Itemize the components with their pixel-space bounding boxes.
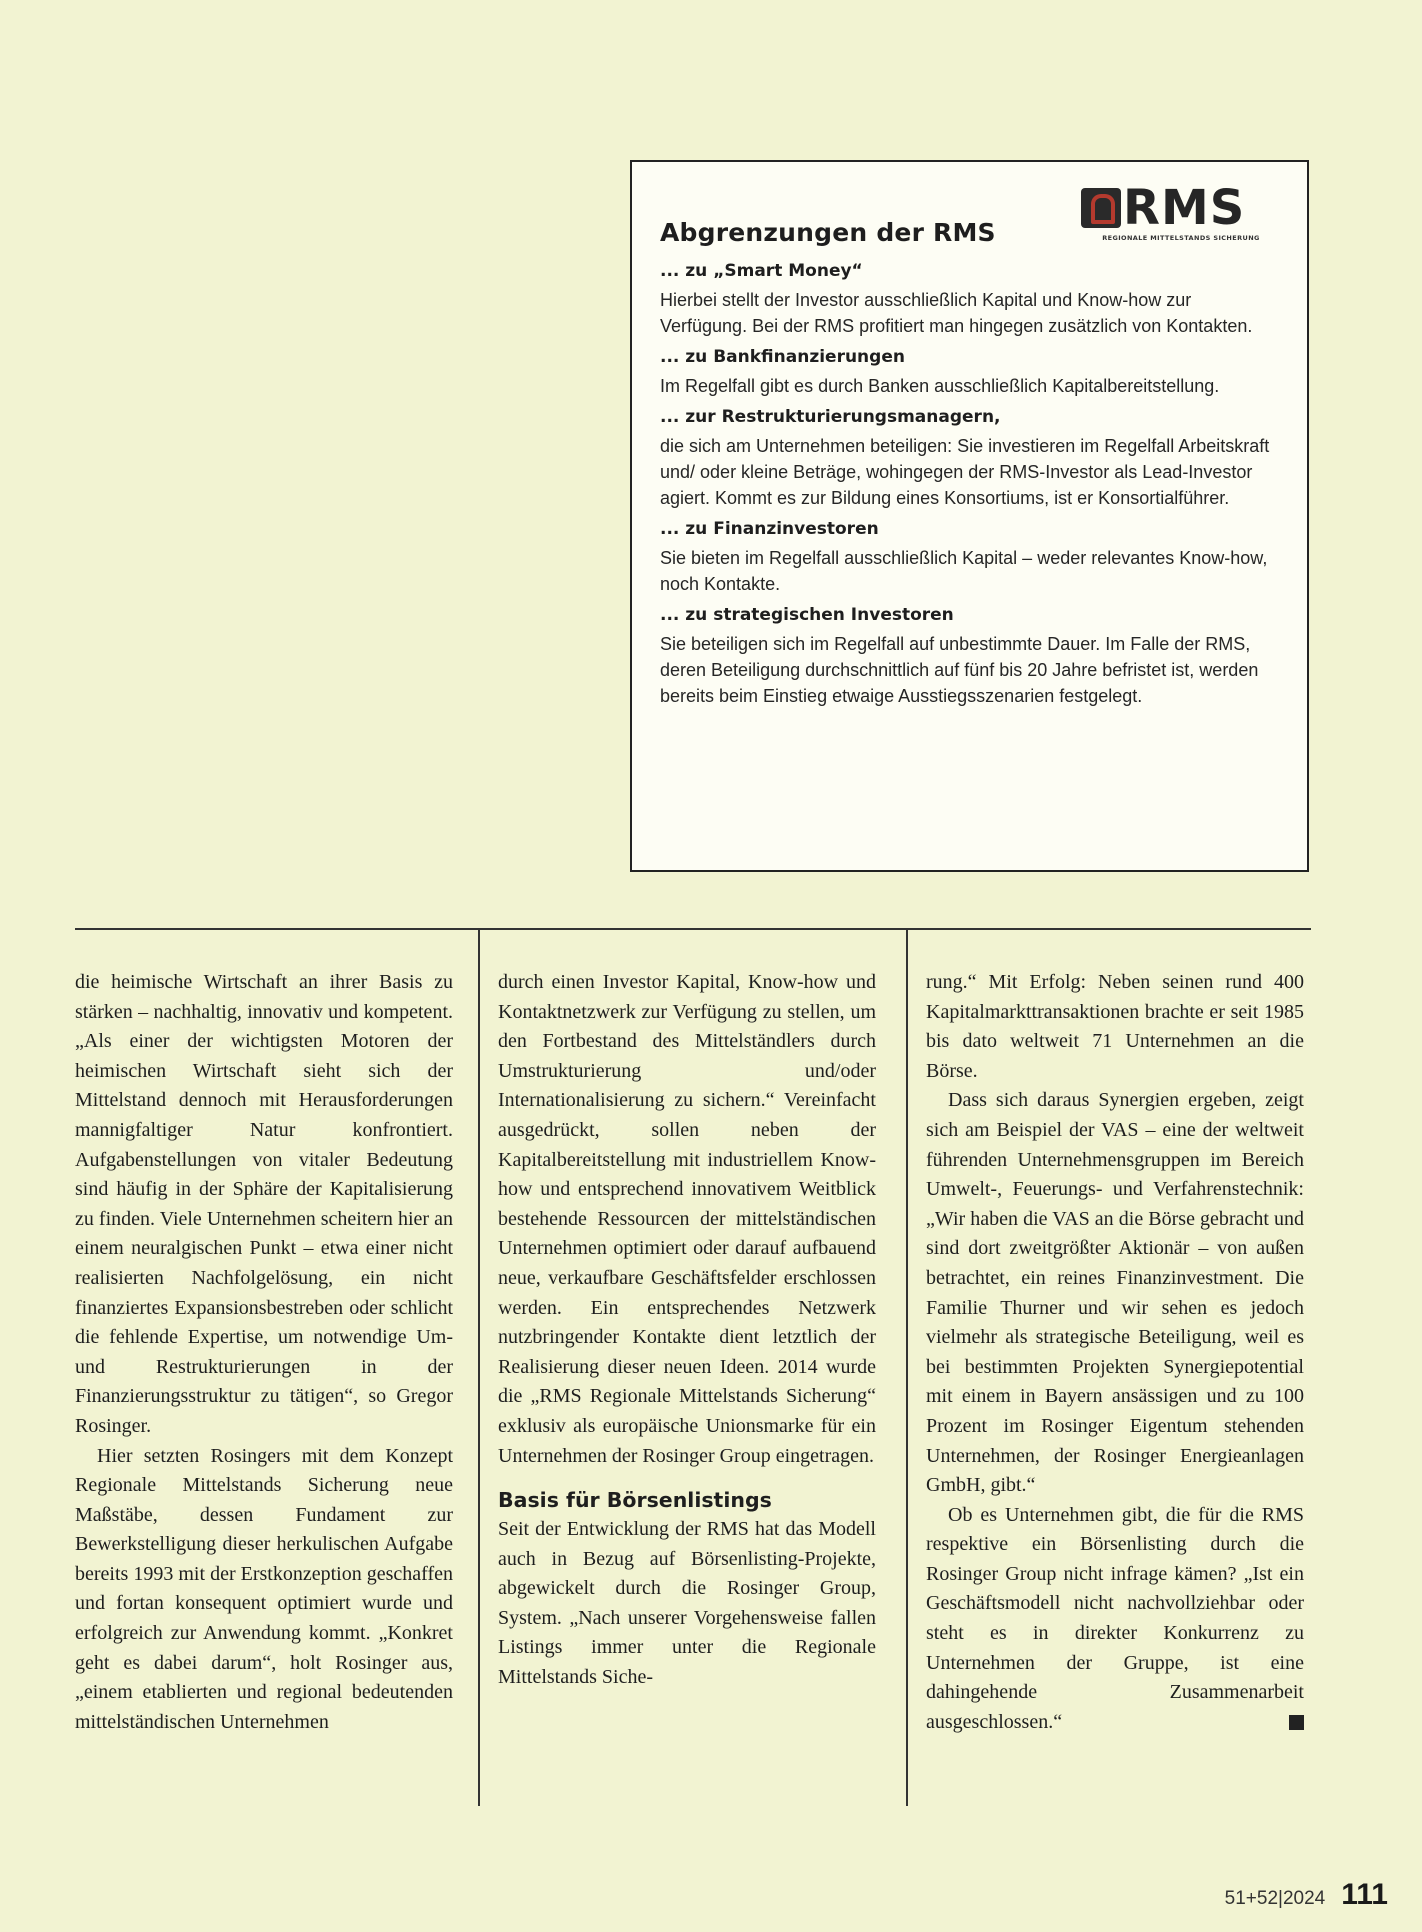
- rms-logo-icon: [1081, 188, 1121, 228]
- sidebar-text: Sie beteiligen sich im Regelfall auf unbestimmte Dauer. Im Falle der RMS, deren Beteiligung durchschnittlich auf fünf bis 20 Jahre befristet ist, werden bereits beim Einstieg etwaige Ausstiegsszenarien festgelegt.: [660, 634, 1259, 706]
- sidebar-heading: ... zu strategischen Investoren: [660, 605, 954, 625]
- sidebar-text: Sie bieten im Regelfall ausschließlich Kapital – weder relevantes Know-how, noch Kontakte.: [660, 548, 1268, 594]
- rms-logo: [1081, 180, 1281, 246]
- sidebar-heading: ... zu Bankfinanzierungen: [660, 347, 905, 367]
- article-column-3: [926, 968, 1304, 1737]
- sidebar-text: die sich am Unternehmen beteiligen: Sie investieren im Regelfall Arbeitskraft und/ oder kleine Beträge, wohingegen der RMS-Investor als Lead-Investor agiert. Kommt es zur Bildung eines Konsortiums, ist er Konsortialführer.: [660, 436, 1270, 508]
- article-paragraph-text: Ob es Unternehmen gibt, die für die RMS respektive ein Börsenlisting durch die Rosinger Group nicht infrage kämen? „Ist ein Geschäftsmodell nicht nachvollziehbar oder steht es in direkter Konkurrenz zu Unternehmen der Gruppe, ist eine dahingehende Zusammenarbeit ausgeschlossen.“: [926, 1503, 1304, 1733]
- sidebar-heading: ... zu Finanzinvestoren: [660, 519, 879, 539]
- column-rule: [478, 928, 480, 1806]
- article-paragraph: Seit der Entwicklung der RMS hat das Modell auch in Bezug auf Börsenlisting-Projekte, abgewickelt durch die Rosinger Group, System. „Nach unserer Vorgehensweise fallen Listings immer unter die Regionale Mittelstands Siche-: [498, 1518, 876, 1689]
- article-paragraph-final: [926, 1501, 1304, 1738]
- article-column-1: [75, 968, 453, 1737]
- issue-number: 51+52|2024: [1224, 1888, 1326, 1909]
- article-paragraph: die heimische Wirtschaft an ihrer Basis zu stärken – nachhaltig, innovativ und kompetent. „Als einer der wichtigsten Motoren der heimischen Wirtschaft sieht sich der Mittelstand dennoch mit Herausforderungen mannigfaltiger Natur konfrontiert. Aufgabenstellungen von vitaler Bedeutung sind häufig in der Sphäre der Kapitalisierung zu finden. Viele Unternehmen scheitern hier an einem neuralgischen Punkt – etwa einer nicht realisierten Nachfolgelösung, ein nicht finanziertes Expansionsbestreben oder schlicht die fehlende Expertise, um notwendige Um- und Restrukturierungen in der Finanzierungsstruktur zu tätigen“, so Gregor Rosinger.: [75, 971, 453, 1437]
- sidebar-text: Hierbei stellt der Investor ausschließlich Kapital und Know-how zur Verfügung. Bei der RMS profitiert man hingegen zusätzlich von Kontakten.: [660, 290, 1253, 336]
- sidebar-title: Abgrenzungen der RMS: [660, 218, 996, 247]
- article-column-2: [498, 968, 876, 1693]
- horizontal-rule: [75, 928, 1311, 930]
- article-paragraph: durch einen Investor Kapital, Know-how und Kontaktnetzwerk zur Verfügung zu stellen, um den Fortbestand des Mittelständlers durch Umstrukturierung und/oder Internationalisierung zu sichern.“ Vereinfacht ausgedrückt, sollen neben der Kapitalbereitstellung mit industriellem Know-how und entsprechend innovativem Weitblick bestehende Ressourcen der mittelständischen Unternehmen optimiert oder darauf aufbauend neue, verkaufbare Geschäftsfelder erschlossen werden. Ein entsprechendes Netzwerk nutzbringender Kontakte dient letztlich der Realisierung dieser neuen Ideen. 2014 wurde die „RMS Regionale Mittelstands Sicherung“ exklusiv als europäische Unionsmarke für ein Unternehmen der Rosinger Group eingetragen.: [498, 971, 876, 1467]
- sidebar-heading: ... zur Restrukturierungsmanagern,: [660, 407, 1001, 427]
- page-footer: [1225, 1878, 1388, 1912]
- end-mark-icon: [1289, 1715, 1304, 1730]
- page-number: 111: [1341, 1878, 1388, 1911]
- sidebar-box: [630, 160, 1309, 872]
- article-subheading: Basis für Börsenlistings: [498, 1488, 772, 1513]
- sidebar-text: Im Regelfall gibt es durch Banken ausschließlich Kapitalbereitstellung.: [660, 376, 1220, 396]
- article-paragraph: Hier setzten Rosingers mit dem Konzept Regionale Mittelstands Sicherung neue Maßstäbe, dessen Fundament zur Bewerkstelligung dieser herkulischen Aufgabe bereits 1993 mit der Erstkonzeption geschaffen und fortan konsequent optimiert wurde und erfolgreich zur Anwendung kommt. „Konkret geht es dabei darum“, holt Rosinger aus, „einem etablierten und regional bedeutenden mittelständischen Unternehmen: [75, 1444, 453, 1733]
- rms-logo-text: RMS: [1123, 180, 1246, 236]
- article-paragraph: Dass sich daraus Synergien ergeben, zeigt sich am Beispiel der VAS – eine der weltweit führenden Unternehmensgruppen im Bereich Umwelt-, Feuerungs- und Verfahrenstechnik: „Wir haben die VAS an die Börse gebracht und sind dort zweitgrößter Aktionär – von außen betrachtet, ein reines Finanzinvestment. Die Familie Thurner und wir sehen es jedoch vielmehr als strategische Beteiligung, weil es bei bestimmten Projekten Synergiepotential mit einem in Bayern ansässigen und zu 100 Prozent im Rosinger Eigentum stehenden Unternehmen, der Rosinger Energieanlagen GmbH, gibt.“: [926, 1089, 1304, 1497]
- sidebar-heading: ... zu „Smart Money“: [660, 261, 863, 281]
- rms-logo-subtitle: REGIONALE MITTELSTANDS SICHERUNG: [1102, 234, 1260, 242]
- article-paragraph: rung.“ Mit Erfolg: Neben seinen rund 400 Kapitalmarkttransaktionen brachte er seit 1985 bis dato weltweit 71 Unternehmen an die Börse.: [926, 971, 1304, 1082]
- column-rule: [906, 928, 908, 1806]
